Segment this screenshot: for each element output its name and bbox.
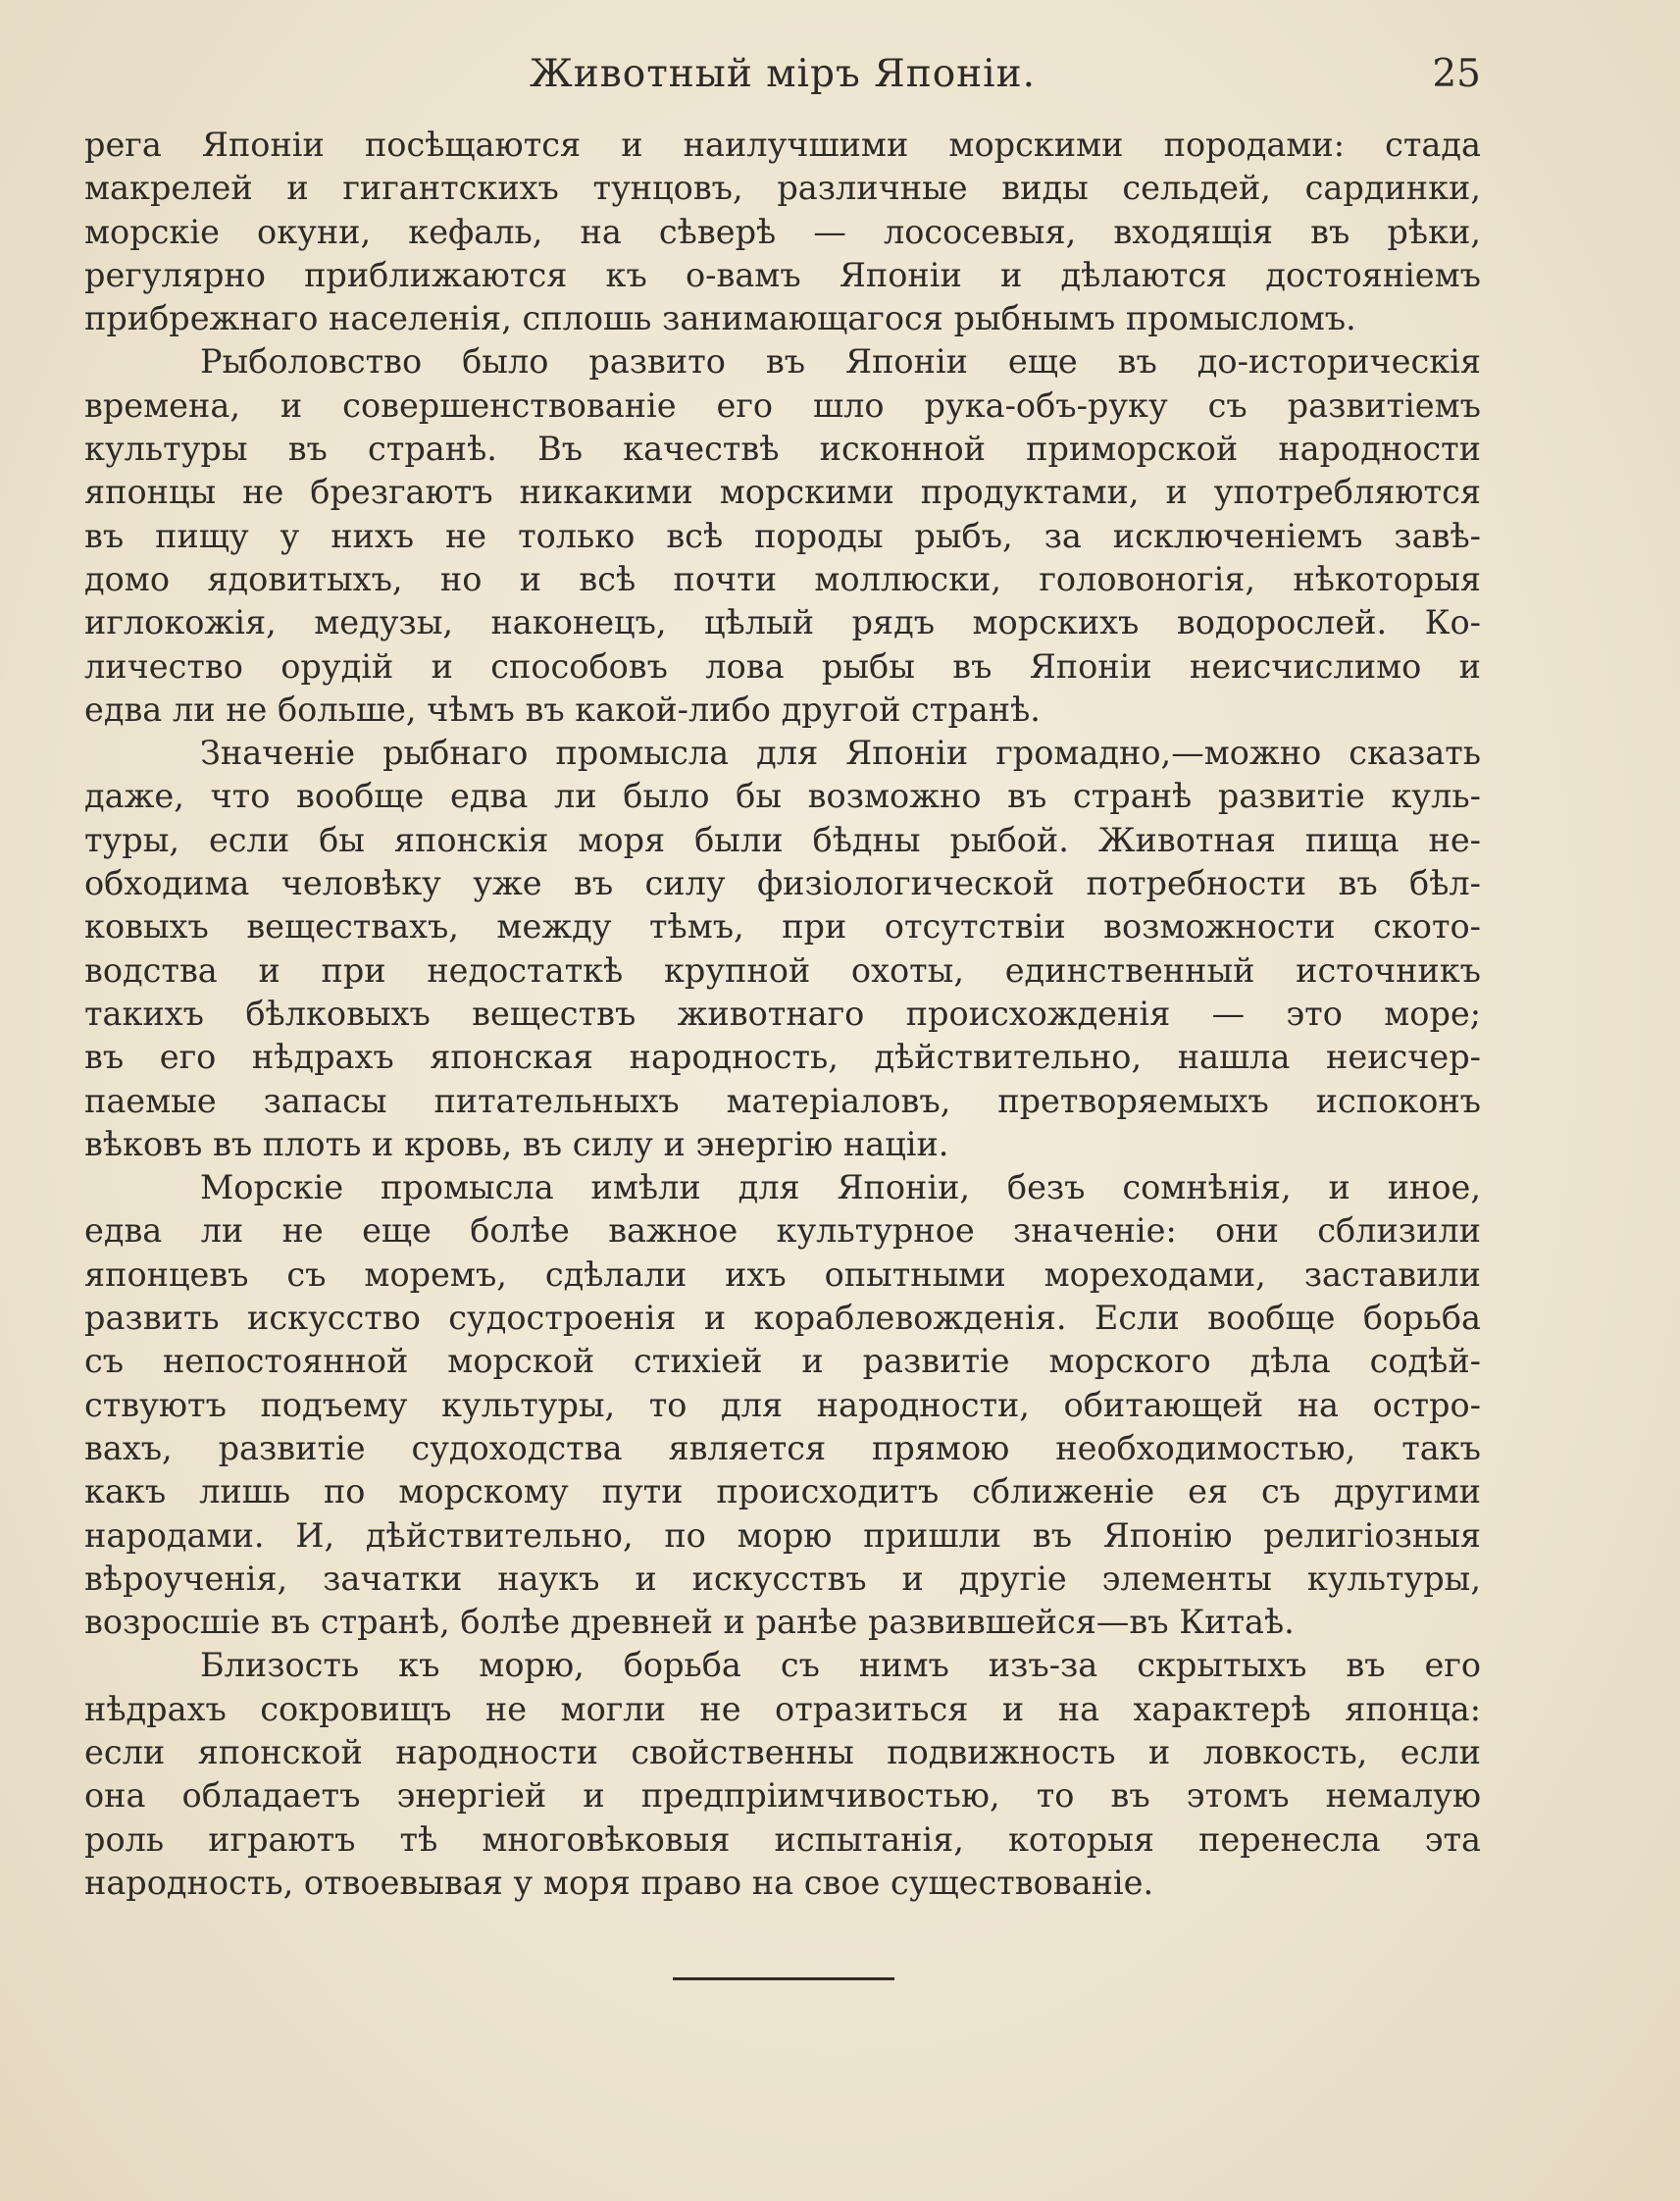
text-line: японцы не брезгаютъ никакими морскими продуктами, и употребляются [84,473,1481,512]
text-line: Значеніе рыбнаго промысла для Японіи громадно,—можно сказать [200,734,1481,773]
text-line: въ его нѣдрахъ японская народность, дѣйствительно, нашла неисчер- [84,1038,1481,1077]
text-line: какъ лишь по морскому пути происходитъ сближеніе ея съ другими [84,1472,1481,1511]
text-line: прибрежнаго населенія, сплошь занимающагося рыбнымъ промысломъ. [84,299,1356,338]
text-line: даже, что вообще едва ли было бы возможно въ странѣ развитіе куль- [84,777,1481,816]
text-line: ствуютъ подъему культуры, то для народности, обитающей на остро- [84,1385,1481,1424]
text-line: домо ядовитыхъ, но и всѣ почти моллюски, головоногія, нѣкоторыя [84,559,1481,598]
text-line: народность, отвоевывая у моря право на свое существованіе. [84,1863,1154,1902]
text-line: едва ли не еще болѣе важное культурное значеніе: они сблизили [84,1211,1481,1251]
text-line: роль играютъ тѣ многовѣковыя испытанія, которыя перенесла эта [84,1819,1481,1859]
text-line: вахъ, развитіе судоходства является прямою необходимостью, такъ [84,1428,1481,1467]
text-line: обходима человѣку уже въ силу физіологической потребности въ бѣл- [84,864,1481,903]
text-line: макрелей и гигантскихъ тунцовъ, различные виды сельдей, сардинки, [84,169,1481,208]
text-line: рега Японіи посѣщаются и наилучшими морскими породами: стада [84,126,1481,164]
text-line: водства и при недостаткѣ крупной охоты, единственный источникъ [84,950,1481,990]
text-line: такихъ бѣлковыхъ веществъ животнаго происхожденія — это море; [84,994,1481,1033]
text-line: она обладаетъ энергіей и предпріимчивостью, то въ этомъ немалую [84,1776,1481,1816]
text-line: нѣдрахъ сокровищъ не могли не отразиться и на характерѣ японца: [84,1689,1481,1728]
text-line: развить искусство судостроенія и кораблевожденія. Если вообще борьба [84,1299,1481,1338]
body-text [84,124,1481,1905]
text-line: регулярно приближаются къ о-вамъ Японіи и дѣлаются достояніемъ [84,255,1481,294]
text-line: японцевъ съ моремъ, сдѣлали ихъ опытными мореходами, заставили [84,1254,1481,1294]
text-line: едва ли не больше, чѣмъ въ какой-либо другой странѣ. [84,690,1041,729]
text-line: морскіе окуни, кефаль, на сѣверѣ — лососевыя, входящія въ рѣки, [84,212,1481,251]
text-line: времена, и совершенствованіе его шло рука-объ-руку съ развитіемъ [84,385,1481,425]
text-line: Близость къ морю, борьба съ нимъ изъ-за скрытыхъ въ его [200,1646,1481,1685]
page-header [84,45,1481,104]
text-line: личество орудій и способовъ лова рыбы въ Японіи неисчислимо и [84,646,1481,686]
text-line: паемые запасы питательныхъ матеріаловъ, претворяемыхъ испоконъ [84,1081,1481,1120]
text-line: ковыхъ веществахъ, между тѣмъ, при отсутствіи возможности ското- [84,907,1481,947]
running-head: Животный міръ Японіи. [529,52,1037,96]
text-line: если японской народности свойственны подвижность и ловкость, если [84,1732,1481,1771]
text-line: съ непостоянной морской стихіей и развитіе морского дѣла содѣй- [84,1342,1481,1381]
text-line: культуры въ странѣ. Въ качествѣ исконной приморской народности [84,430,1481,469]
text-line: народами. И, дѣйствительно, по морю пришли въ Японію религіозныя [84,1515,1481,1555]
page-number: 25 [1432,52,1481,96]
text-line: въ пищу у нихъ не только всѣ породы рыбъ, за исключеніемъ завѣ- [84,516,1481,555]
text-line: иглокожія, медузы, наконецъ, цѣлый рядъ морскихъ водорослей. Ко- [84,603,1481,642]
text-line: Морскіе промысла имѣли для Японіи, безъ сомнѣнія, и иное, [200,1168,1481,1207]
text-line: туры, если бы японскія моря были бѣдны рыбой. Животная пища не- [84,820,1481,859]
text-line: вѣроученія, зачатки наукъ и искусствъ и другіе элементы культуры, [84,1559,1481,1598]
text-line: Рыболовство было развито въ Японіи еще въ до-историческія [200,342,1481,382]
end-rule [673,1977,894,1980]
text-line: вѣковъ въ плоть и кровь, въ силу и энергію націи. [84,1124,949,1163]
text-line: возросшіе въ странѣ, болѣе древней и ранѣе развившейся—въ Китаѣ. [84,1603,1295,1642]
